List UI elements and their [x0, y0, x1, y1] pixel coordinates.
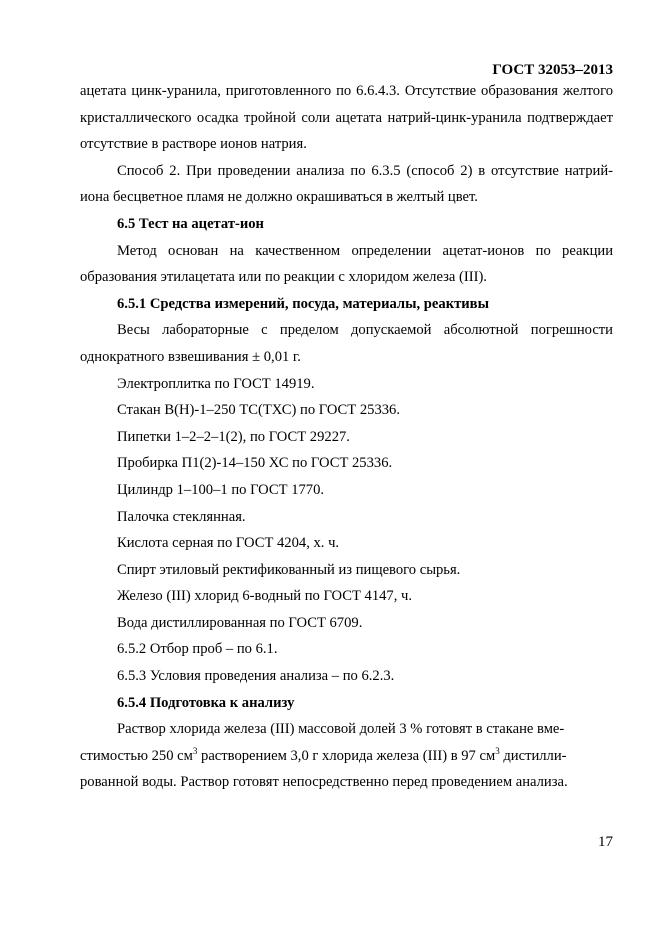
- equipment-item: Стакан В(Н)-1–250 ТС(ТХС) по ГОСТ 25336.: [117, 402, 400, 419]
- equipment-item: Цилиндр 1–100–1 по ГОСТ 1770.: [117, 481, 325, 498]
- equipment-item: Палочка стеклянная.: [117, 508, 246, 525]
- superscript-cubic: 3: [192, 745, 198, 756]
- section-6-5-text: Метод основан на качественном определении ацетат-ионов по реакции образования этилацетата или по реакции с хлоридом железа (III).: [80, 242, 613, 286]
- paragraph-method-2: Способ 2. При проведении анализа по 6.3.5 (способ 2) в отсутствие натрий-иона бесцветное пламя не должно окрашиваться в желтый цвет.: [80, 162, 613, 206]
- equipment-item: Вода дистиллированная по ГОСТ 6709.: [117, 614, 363, 631]
- equipment-item: Железо (III) хлорид 6-водный по ГОСТ 4147, ч.: [117, 588, 413, 605]
- section-heading-6-5-4: 6.5.4 Подготовка к анализу: [117, 694, 295, 711]
- equipment-item: Кислота серная по ГОСТ 4204, х. ч.: [117, 535, 340, 552]
- preparation-line-1: Раствор хлорида железа (III) массовой долей 3 % готовят в стакане вме-: [117, 721, 565, 738]
- preparation-text: растворением 3,0 г хлорида железа (III) в 97 см: [197, 747, 496, 764]
- equipment-item: Спирт этиловый ректификованный из пищевого сырья.: [117, 561, 461, 578]
- equipment-scales: Весы лабораторные с пределом допускаемой абсолютной погрешности однократного взвешивания ± 0,01 г.: [80, 322, 613, 365]
- section-heading-6-5: 6.5 Тест на ацетат-ион: [117, 215, 264, 232]
- section-6-5-3: 6.5.3 Условия проведения анализа – по 6.2.3.: [117, 668, 395, 685]
- preparation-text: стимостью 250 см: [80, 747, 193, 764]
- preparation-text: дистилли-: [499, 747, 567, 764]
- preparation-line-2: [80, 743, 613, 770]
- preparation-line-3: рованной воды. Раствор готовят непосредственно перед проведением анализа.: [80, 774, 568, 791]
- equipment-item: Пипетки 1–2–2–1(2), по ГОСТ 29227.: [117, 428, 350, 445]
- equipment-item: Пробирка П1(2)-14–150 ХС по ГОСТ 25336.: [117, 455, 393, 472]
- section-6-5-2: 6.5.2 Отбор проб – по 6.1.: [117, 641, 278, 658]
- document-number: ГОСТ 32053–2013: [492, 62, 613, 78]
- equipment-item: Электроплитка по ГОСТ 14919.: [117, 375, 315, 392]
- page-body: [80, 78, 613, 796]
- superscript-cubic: 3: [495, 745, 500, 756]
- section-heading-6-5-1: 6.5.1 Средства измерений, посуда, материалы, реактивы: [117, 295, 489, 312]
- paragraph-continued: ацетата цинк-уранила, приготовленного по 6.6.4.3. Отсутствие образования желтого кристаллического осадка тройной соли ацетата натрий-цинк-уранила подтверждает отсутствие в растворе ионов натрия.: [80, 83, 613, 153]
- page-number: 17: [598, 834, 613, 850]
